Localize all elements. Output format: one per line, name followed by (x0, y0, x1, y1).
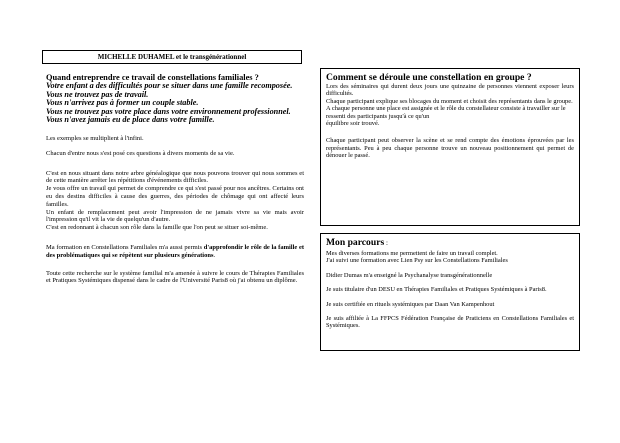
formation-highlight: d'approfondir le rôle de la famille et des problématiques qui se répètent sur plusieurs générations (46, 243, 305, 259)
formation-text: Ma formation en Constellations Familiales m'a aussi permis (46, 243, 204, 251)
header-title-box (42, 50, 302, 64)
role-paragraph: A chaque personne une place est assignée et le rôle du constellateur consiste à travailler sur le ressenti des participants jusqu'à ce qu'un (326, 105, 566, 120)
my-path-title (326, 237, 574, 249)
paragraph-role: C'est en redonnant à chacun son rôle dans la famille que l'on peut se situer soi-même. (46, 224, 268, 232)
path-line-didier-dumas: Didier Dumas m'a enseigné la Psychanalyse transgénérationnelle (326, 271, 493, 279)
paragraph-formation (46, 244, 304, 260)
balance-paragraph: équilibre soir trouvé. (326, 120, 380, 128)
path-line-desu: Je suis titulaire d'un DESU en Thérapies Familiales et Pratiques Systémiques à Paris8. (326, 286, 547, 294)
path-line-rituals: Je suis certifiée en rituels systémiques par Daan Van Kampenhout (326, 300, 495, 308)
paragraph-replacement-child: Un enfant de remplacement peut avoir l'impression de ne jamais vivre sa vie mais avoir l'impression qu'il vit la vie de quelqu'un d'autre. (46, 208, 304, 224)
path-line-lien-psy: J'ai suivi une formation avec Lien Psy sur les Constellations Familiales (326, 257, 508, 265)
my-path-title-colon: : (384, 239, 388, 247)
my-path-box (320, 233, 580, 351)
constellation-group-title: Comment se déroule une constellation en groupe ? (326, 72, 532, 83)
intro-line-3: Vous n'arrivez pas à former un couple stable. (46, 98, 199, 108)
intro-line-5: Vous n'avez jamais eu de place dans votre famille. (46, 115, 215, 125)
my-path-title-text: Mon parcours (326, 237, 385, 248)
formation-end: . (213, 251, 216, 259)
paragraph-genealogy: C'est en nous situant dans notre arbre généalogique que nous pouvons trouver qui nous sommes et de cette manière arrêter les répétitions d'événements difficiles. (46, 169, 304, 185)
paragraph-research: Toute cette recherche sur le système familial m'a amenée à suivre le cours de Thérapies Familiales et Pratiques Systémiques dispensé dans le cadre de l'Université Paris8 où j'ai obtenu un diplôme. (46, 269, 304, 285)
path-line-ffpcs: Je suis affiliée à La FFPCS Fédération Française de Praticiens en Constellations Familiales et Systémiques. (326, 315, 574, 330)
participant-paragraph: Chaque participant explique ses blocages du moment et choisit des représentants dans le groupe. (326, 97, 573, 105)
everyone-line: Chacun d'entre nous s'est posé ces questions à divers moments de sa vie. (46, 149, 235, 157)
observe-paragraph: Chaque participant peut observer la scène et se rend compte des émotions éprouvées par les représentants. Peu à peu chaque personne trouve un nouveau positionnement qui permet de dénouer le passé. (326, 137, 574, 160)
seminar-paragraph: Lors des séminaires qui durent deux jours une quinzaine de personnes viennent exposer leurs difficultés. (326, 83, 574, 98)
header-title: MICHELLE DUHAMEL et le transgénérationnel (97, 53, 247, 61)
intro-line-2: Vous ne trouvez pas de travail. (46, 89, 149, 99)
intro-line-4: Vous ne trouvez pas votre place dans votre environnement professionnel. (46, 106, 291, 116)
path-line-formations: Mes diverses formations me permettent de faire un travail complet. (326, 250, 498, 257)
intro-line-1: Votre enfant a des difficultés pour se situer dans une famille recomposée. (46, 81, 293, 90)
intro-question: Quand entreprendre ce travail de constellations familiales ? (46, 73, 259, 82)
paragraph-ancestors: Je vous offre un travail qui permet de comprendre ce qui s'est passé pour nos ancêtres. Certains ont eu des destins difficiles à cause des guerres, des périodes de chômage qui ont affecté leurs familles. (46, 185, 304, 208)
left-column (46, 73, 304, 285)
examples-line: Les exemples se multiplient à l'infini. (46, 134, 144, 142)
constellation-group-box (320, 68, 580, 226)
